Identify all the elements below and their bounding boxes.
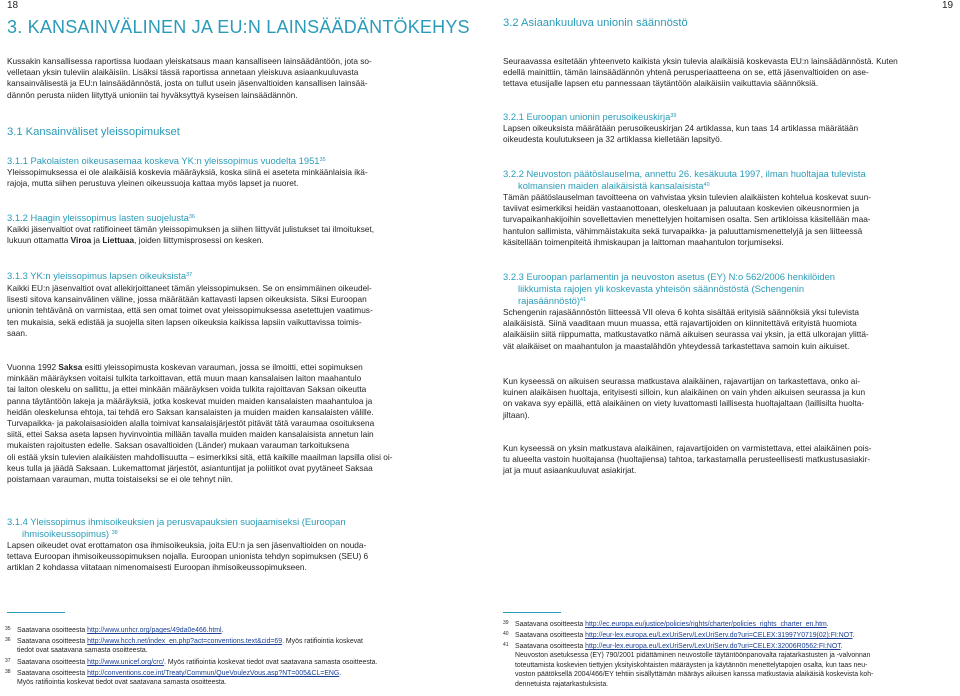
left-intro-paragraph <box>7 56 447 101</box>
section-3-1-2-title <box>7 212 195 224</box>
text-run: . <box>852 632 855 639</box>
text-line: Turvapaikka- ja pakolaisasioiden alalla toimivat kansalaisjärjestöt pitävät tätä varaumaa osoituksena <box>7 418 375 429</box>
heading-text: ihmisoikeussopimus) <box>22 528 110 539</box>
heading-text <box>503 295 835 307</box>
section-3-2-1-title <box>503 111 676 123</box>
country-saksa: Saksa <box>58 362 83 372</box>
text-line: hantulon sallimista, vähimmäistakuita sekä turvapaikka- ja paluuttamismenettelyjä ja sen liitteessä <box>503 225 863 236</box>
heading-text: rajasäännöstö) <box>518 295 581 306</box>
right-intro-paragraph <box>503 56 955 90</box>
footnote-link[interactable]: http://conventions.coe.int/Treaty/Commun/QueVoulezVous.asp?NT=005&CL=ENG <box>87 670 340 677</box>
heading-text: 3.1.1 Pakolaisten oikeusasemaa koskeva YK:n yleissopimus vuodelta 1951 <box>7 155 320 166</box>
section-3-2-2-body <box>503 192 955 248</box>
text-line: tai laiton oleskelu on sallittu, ja ettei minkään määräyksen voida tulkita rajoittavan Saksan oikeutta <box>7 384 367 395</box>
text-line: tu alueelta vastoin huoltajansa (huoltajiensa) tahtoa, tarkastamalla perusteellisesti matkustusasiakir- <box>503 454 871 465</box>
heading-text: kolmansien maiden alaikäisistä kansalaisista <box>518 180 704 191</box>
section-3-1-3-title <box>7 270 192 282</box>
text-line: taviivat esimerkiksi heidän vastaanottoaan, oleskeluaan ja paluutaan koskevien oikeusnormien ja <box>503 203 860 214</box>
section-3-1-2-body <box>7 224 447 246</box>
text-run: Saatavana osoitteesta <box>515 621 586 628</box>
paragraph-unaccompanied-minor <box>503 443 955 477</box>
text-line: Kaikki jäsenvaltiot ovat ratifioineet tämän yleissopimuksen ja siihen liittyvät julistukset tai ilmoitukset, <box>7 224 375 234</box>
text-run: Saatavana osoitteesta <box>17 627 88 634</box>
text-line <box>7 235 447 246</box>
footnote-divider-left <box>7 612 65 613</box>
text-run: Saatavana osoitteesta <box>17 659 88 666</box>
text-line: on vakava syy epäillä, että alaikäinen on viety luvattomasti laillisesta huoltajaltaan (laillisilta huolta- <box>503 398 865 409</box>
saksa-paragraph <box>7 362 447 485</box>
footnote-number: 35 <box>5 626 11 632</box>
footnote-40 <box>503 631 955 640</box>
text-run: . Myös ratifiointia koskevat <box>282 638 363 645</box>
text-line: jat ja muut asiaankuuluvat asiakirjat. <box>503 465 637 476</box>
text-run: ja <box>91 235 103 246</box>
text-line: tettava Euroopan ihmisoikeussopimuksen nojalla. Euroopan unionista tehdyn sopimuksen (SEU) 6 <box>7 551 369 562</box>
heading-text: 3.1.3 YK:n yleissopimus lapsen oikeuksista <box>7 270 187 281</box>
section-3-1-1-body <box>7 167 447 189</box>
section-3-2-3-title <box>503 271 835 307</box>
footnote-ref[interactable]: 38 <box>111 530 118 536</box>
section-3-2-title: 3.2 Asiaankuuluva unionin säännöstö <box>503 17 688 29</box>
text-line: Yleissopimuksessa ei ole alaikäisiä koskevia määräyksiä, koska siinä ei aseteta minkäänlaisia ikä- <box>7 167 368 177</box>
footnote-link[interactable]: http://eur-lex.europa.eu/LexUriServ/LexUriServ.do?uri=CELEX:32006R0562:FI:NOT <box>585 643 841 650</box>
text-line: dännön perusta niiden liityttyä unioniin tai hyväksyttyä kyseisen lainsäädännön. <box>7 89 298 100</box>
heading-text: 3.2.2 Neuvoston päätöslauselma, annettu 26. kesäkuuta 1997, ilman huoltajaa tulevista <box>503 168 866 179</box>
footnote-ref[interactable]: 41 <box>580 297 587 303</box>
heading-text: liikkumista rajojen yli koskevasta yhteisön säännöstöstä (Schengenin <box>518 283 805 294</box>
text-run: lukuun ottamatta <box>7 235 71 246</box>
text-run: . <box>840 643 843 650</box>
text-line: Kaikki EU:n jäsenvaltiot ovat allekirjoittaneet tämän yleissopimuksen. Se on ensimmäinen oikeudel- <box>7 283 372 293</box>
text-line: Kussakin kansallisessa raportissa luodaan yleiskatsaus maan kansalliseen lainsäädäntöön, jota so- <box>7 56 372 66</box>
heading-text: 3.2.3 Euroopan parlamentin ja neuvoston asetus (EY) N:o 562/2006 henkilöiden <box>503 271 835 282</box>
text-line: rajoja, mutta siihen perustuva yleinen oikeussuoja kattaa myös lapset ja nuoret. <box>7 178 299 189</box>
text-line: alaikäisistä. Siinä vaaditaan muun muassa, että rajavartijoiden on kiinnitettävä erityistä huomiota <box>503 318 857 329</box>
footnote-text-cont: toteuttamista koskevien tiettyjen yksityiskohtaisten määräysten ja käytännön menettelytapojen osalta, kun taas neu- <box>515 661 868 669</box>
text-line: turvapaikanhakijoihin sovellettavien menettelyjen hoitamisen osalta. Sen artikloissa käsitellään maa- <box>503 214 871 225</box>
text-line: ten mukaisia, sekä edistää ja suojella siten lapsen oikeuksia kaikissa lapsiin vaikuttavissa toimis- <box>7 316 362 327</box>
text-line: Lapsen oikeuksista määrätään perusoikeuskirjan 24 artiklassa, kun taas 14 artiklassa määrätään <box>503 123 859 133</box>
section-3-1-title: 3.1 Kansainväliset yleissopimukset <box>7 126 180 138</box>
footnote-link[interactable]: http://www.unicef.org/crc/ <box>87 659 165 666</box>
footnote-text <box>5 637 455 646</box>
footnote-text <box>503 631 955 640</box>
footnote-number: 38 <box>5 669 11 675</box>
text-line: alaikäisiin siitä riippumatta, matkustavatko nämä aikuisen seurassa vai yksin, ja että ulkorajan ylittä- <box>503 329 869 340</box>
heading-text: 3.1.2 Haagin yleissopimus lasten suojelusta <box>7 212 189 223</box>
text-line: oli estää yksin tulevien alaikäisten mahdollisuutta – esimerkiksi sitä, että kaikille maailman lapsilla olisi oi- <box>7 451 393 462</box>
section-3-1-4-title <box>7 516 346 540</box>
footnote-text <box>5 626 455 635</box>
footnote-ref[interactable]: 39 <box>670 113 677 119</box>
text-line: artiklan 2 kohdassa viitataan nimenomaisesti Euroopan ihmisoikeussopimukseen. <box>7 562 307 573</box>
country-viro: Viroa <box>70 235 92 246</box>
page-number-left: 18 <box>7 0 19 11</box>
footnote-text-cont: Myös ratifiointia koskevat tiedot ovat saatavana samasta osoitteesta. <box>17 679 227 687</box>
text-run: Saatavana osoitteesta <box>17 638 88 645</box>
text-line: siitä, ettei Saksa aseta lapsen hyvinvointia millään tavalla muiden maiden kansalaisista annetun lain <box>7 429 374 440</box>
heading-text <box>7 528 346 540</box>
text-line: poistamaan varauman, mutta toistaiseksi se ei ole tehnyt niin. <box>7 474 233 485</box>
paragraph-accompanied-minor <box>503 376 955 421</box>
footnote-number: 41 <box>503 642 509 648</box>
footnote-number: 37 <box>5 658 11 664</box>
text-run: Saatavana osoitteesta <box>515 643 586 650</box>
section-3-1-4-body <box>7 540 447 574</box>
footnote-link[interactable]: http://www.hcch.net/index_en.php?act=conventions.text&cid=69 <box>87 638 283 645</box>
footnote-ref[interactable]: 36 <box>188 214 195 220</box>
footnote-35 <box>5 626 455 635</box>
text-line <box>7 362 447 373</box>
text-line: Schengenin rajasäännöstön liitteessä VII oleva 6 kohta sisältää erityisiä säännöksiä yksi tulevista <box>503 307 860 317</box>
page-number-right: 19 <box>942 0 954 11</box>
footnote-ref[interactable]: 35 <box>319 157 326 163</box>
footnote-ref[interactable]: 40 <box>703 182 710 188</box>
text-line: tettava etusijalle lapsen etu pannessaan täytäntöön alaikäisiin vaikuttavia säännöksiä. <box>503 78 819 89</box>
text-line: jiltaan). <box>503 409 530 420</box>
footnote-text-cont: dennetuista rajatarkastuksista. <box>515 680 609 688</box>
text-line: panna täytäntöön lakeja ja määräyksiä, jotka koskevat muiden maiden kansalaisten maahantuloa ja <box>7 395 373 406</box>
text-line: mukaisten rajoitusten edelle. Saksan osavaltioiden (Länder) mukaan varauman tarkoituksena <box>7 440 350 451</box>
heading-text <box>503 180 866 192</box>
heading-text: 3.2.1 Euroopan unionin perusoikeuskirja <box>503 111 671 122</box>
text-line: saan. <box>7 327 28 338</box>
text-line: unionin tehtävänä on varmistaa, että sen omat toimet ovat yleissopimuksessa asetettujen vaatimus- <box>7 305 373 316</box>
text-line: keus tulla ja jäädä Saksaan. Lukemattomat järjestöt, asiantuntijat ja poliitikot ovat pyytäneet Saksaa <box>7 462 373 473</box>
section-3-2-1-body <box>503 123 955 145</box>
section-3-2-2-title <box>503 168 866 192</box>
text-line: lisesti sitova kansainvälinen väline, jossa määrätään kattavasti lapsen oikeuksista. Siksi Euroopan <box>7 294 367 305</box>
heading-text: 3.1.4 Yleissopimus ihmisoikeuksien ja perusvapauksien suojaamiseksi (Euroopan <box>7 516 346 527</box>
footnote-link[interactable]: http://ec.europa.eu/justice/policies/rights/charter/policies_rights_charter_en.htm <box>585 621 827 628</box>
section-3-1-1-title <box>7 155 326 167</box>
footnote-link[interactable]: http://eur-lex.europa.eu/LexUriServ/LexUriServ.do?uri=CELEX:31997Y0719(02):FI:NOT <box>585 632 853 639</box>
text-run: . <box>339 670 342 677</box>
text-run: Saatavana osoitteesta <box>17 670 88 677</box>
footnote-text <box>503 620 955 629</box>
text-line: edellä mainittiin, tämän lainsäädännön yhtenä perusperiaatteena on se, että jäsenvaltioiden on ase- <box>503 67 869 78</box>
footnote-link[interactable]: http://www.unhcr.org/pages/49da0e466.html <box>87 627 222 634</box>
text-line: kansainvälisestä ja EU:n lainsäädännöstä, josta on tullut usein jäsenvaltioiden kansallisen lainsää- <box>7 78 368 89</box>
text-line: minkään määräyksen voitaisi tulkita tarkoittavan, että muun maan kansalaisen laiton maahantulo <box>7 373 362 384</box>
text-run: Vuonna 1992 <box>7 362 59 372</box>
chapter-title: 3. KANSAINVÄLINEN JA EU:N LAINSÄÄDÄNTÖKEHYS <box>7 17 470 37</box>
footnote-39 <box>503 620 955 629</box>
text-line: Tämän päätöslauselman tavoitteena on vahvistaa yksin tulevien alaikäisten kohtelua koskevat suun- <box>503 192 872 202</box>
text-line: heidän oleskelunsa ehtoja, tai tehdä ero Saksan kansalaisten ja muiden maiden kansalaisten välille. <box>7 406 374 417</box>
footnote-41 <box>503 642 955 689</box>
text-line: vät alaikäiset on maahantulon ja maastalähdön yhteydessä tarkastettava samoin kuin aikuiset. <box>503 340 850 351</box>
text-run: Saatavana osoitteesta <box>515 632 586 639</box>
footnote-37 <box>5 658 455 667</box>
text-run: . Myös ratifiointia koskevat tiedot ovat saatavana samasta osoitteesta. <box>164 659 378 666</box>
text-line: velletaan yksin tuleviin alaikäisiin. Lisäksi tässä raportissa annetaan yleiskuva asiaankuuluvasta <box>7 67 359 78</box>
text-run: . <box>221 627 224 634</box>
text-line: käsitellään toimenpiteitä ihmiskaupan ja laittoman maahantulon torjumiseksi. <box>503 236 784 247</box>
section-3-2-3-body <box>503 307 955 352</box>
footnote-text <box>503 642 955 651</box>
footnote-number: 36 <box>5 637 11 643</box>
footnote-text-cont: Neuvoston asetuksessa (EY) 790/2001 pidättäminen neuvostolle täytäntöönpanovalta rajatarkastusten ja -valvonnan <box>515 652 871 660</box>
text-line: Lapsen oikeudet ovat erottamaton osa ihmisoikeuksia, joita EU:n ja sen jäsenvaltioiden on nouda- <box>7 540 367 550</box>
text-line: Kun kyseessä on aikuisen seurassa matkustava alaikäinen, rajavartijan on tarkastettava, onko ai- <box>503 376 860 386</box>
text-run: , joiden liittymisprosessi on kesken. <box>134 235 264 246</box>
footnote-text <box>5 658 455 667</box>
footnote-number: 40 <box>503 631 509 637</box>
footnote-text-cont: voston päätöksellä 2004/466/EY tehtiin sisällyttämän määräys aikuisen kanssa matkustavia alaikäisiä koskevista koh- <box>515 671 874 679</box>
text-line: oikeudesta koulutukseen ja 32 artiklassa kielletään lapsityö. <box>503 134 723 145</box>
text-line: kuinen alaikäisen huoltaja, erityisesti silloin, kun alaikäinen on vain yhden aikuisen seurassa ja kun <box>503 387 866 398</box>
text-line: Kun kyseessä on yksin matkustava alaikäinen, rajavartijoiden on varmistettava, ettei alaikäinen pois- <box>503 443 872 453</box>
footnote-ref[interactable]: 37 <box>186 272 193 278</box>
text-run: esitti yleissopimusta koskevan varauman, jossa se ilmoitti, ettei sopimuksen <box>82 362 363 372</box>
text-line: Seuraavassa esitetään yhteenveto kaikista yksin tulevia alaikäisiä koskevasta EU:n lainsäädännöstä. Kuten <box>503 56 898 66</box>
text-run: . <box>826 621 829 628</box>
footnote-text-cont: tiedot ovat saatavana samasta osoitteesta. <box>17 647 148 655</box>
footnote-text <box>5 669 455 678</box>
footnote-divider-right <box>503 612 561 613</box>
footnote-38 <box>5 669 455 688</box>
footnote-number: 39 <box>503 620 509 626</box>
footnote-36 <box>5 637 455 656</box>
section-3-1-3-body <box>7 283 447 339</box>
country-liettua: Liettuaa <box>102 235 135 246</box>
